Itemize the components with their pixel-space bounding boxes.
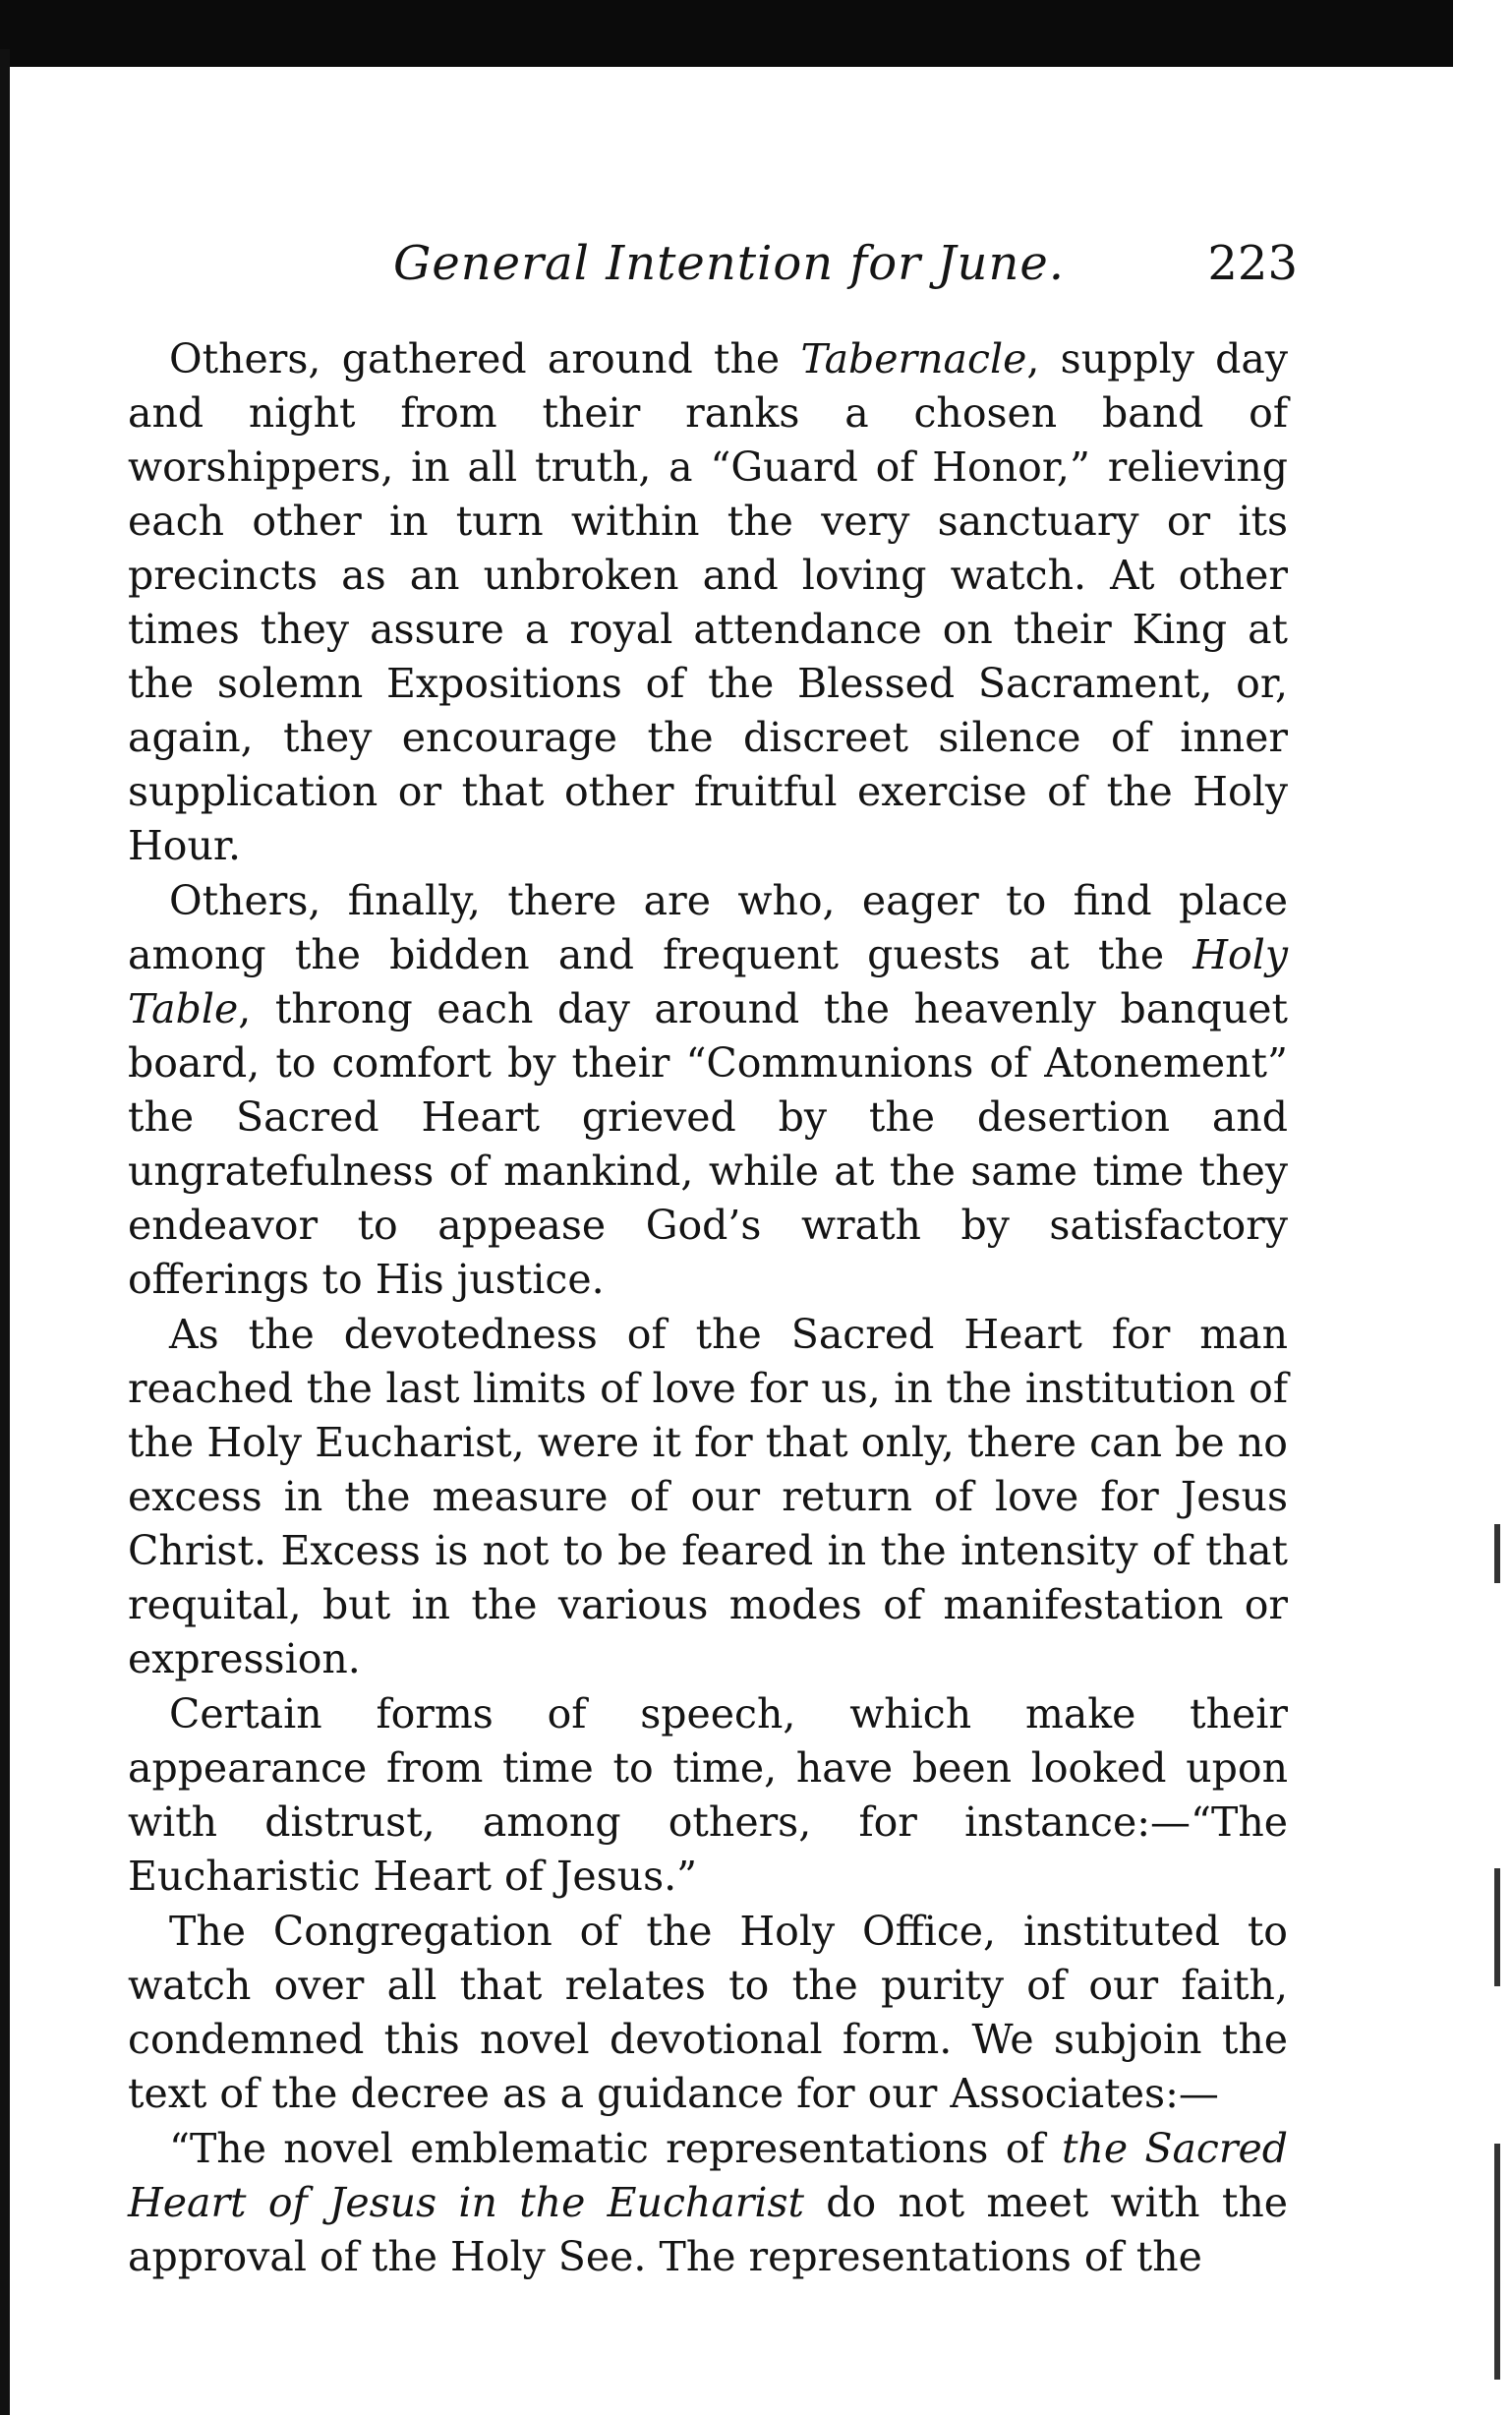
scan-edge-artifact <box>1494 1524 1500 1583</box>
paragraph: As the devotedness of the Sacred Heart for man reached the last limits of love for us, in the institution of the Holy Eucharist, were it for that only, there can be no excess in the measure of our return of love for Jesus Christ. Excess is not to be feared in the intensity of that requital, but in the various modes of manifestation or expression. <box>128 1311 1288 1682</box>
paragraph: Others, finally, there are who, eager to find place among the bidden and frequent guests at the Holy Table, throng each day around the heavenly banquet board, to comfort by their “Communions of Atonement” the Sacred Heart grieved by the desertion and ungratefulness of mankind, while at the same time they endeavor to appease God’s wrath by satisfactory offerings to His justice. <box>128 877 1288 1303</box>
italic-phrase: Holy Table <box>128 931 1288 1032</box>
body-text <box>128 332 1288 2285</box>
scan-top-border <box>0 0 1453 67</box>
running-head: General Intention for June. <box>393 236 1066 291</box>
italic-phrase: the Sacred Heart of Jesus in the Eucharist <box>128 2125 1289 2226</box>
paragraph: Certain forms of speech, which make their appearance from time to time, have been looked upon with distrust, among others, for instance:—“The Eucharistic Heart of Jesus.” <box>128 1690 1288 1900</box>
scan-edge-artifact <box>1494 2144 1500 2380</box>
page-header <box>393 236 1298 315</box>
scan-edge-artifact <box>1494 1868 1500 1986</box>
scan-left-border <box>0 49 10 2415</box>
paragraph: The Congregation of the Holy Office, instituted to watch over all that relates to the purity of our faith, condemned this novel devotional form. We subjoin the text of the decree as a guidance for our Associates:— <box>128 1908 1288 2117</box>
italic-phrase: Tabernacle <box>800 335 1027 383</box>
paragraph: “The novel emblematic representations of the Sacred Heart of Jesus in the Eucharist do not meet with the approval of the Holy See. The representations of the <box>128 2125 1289 2280</box>
paragraph: Others, gathered around the Tabernacle, supply day and night from their ranks a chosen band of worshippers, in all truth, a “Guard of Honor,” relieving each other in turn within the very sanctuary or its precincts as an unbroken and loving watch. At other times they assure a royal attendance on their King at the solemn Expositions of the Blessed Sacrament, or, again, they encourage the discreet silence of inner supplication or that other fruitful exercise of the Holy Hour. <box>128 335 1289 869</box>
page-number: 223 <box>1207 236 1298 291</box>
